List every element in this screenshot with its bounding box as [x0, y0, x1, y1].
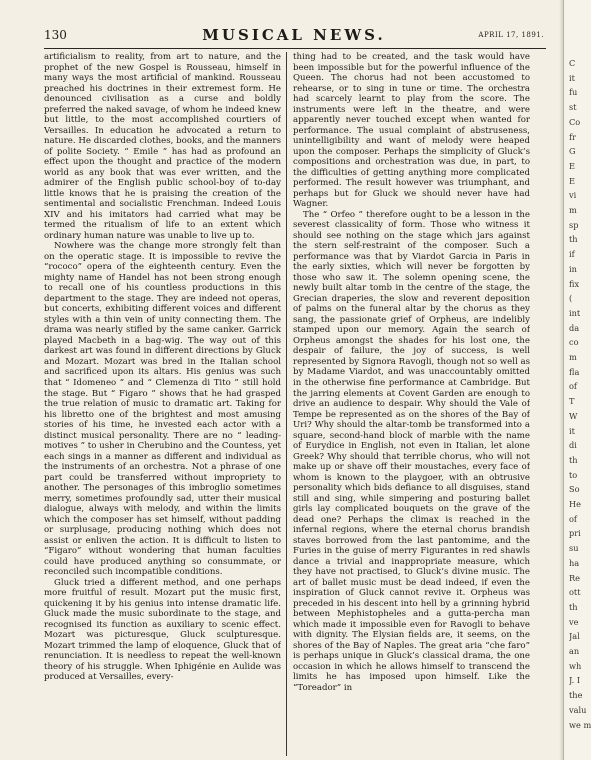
right-paragraph: The “ Orfeo ” therefore ought to be a lesson in the severest classicality of form. Those who witness it should see nothing on the stage which jars against the stern self-restraint of the composer. Such a performance was that by Viardot Garcia in Paris in the early sixties, which will never be forgotten by those who saw it. The solemn opening scene, the newly built altar tomb in the centre of the stage, the Grecian draperies, the slow and reverent deposition of palms on the funeral altar by the chorus as they sang, the passionate grief of Orpheus, are indelibly stamped upon our memory. Again the search of Orpheus amongst the shades for his lost one, the despair of failure, the joy of success, is well represented by Signora Ravogli, though not so well as by Madame Viardot, and was unaccountably omitted in the otherwise fine performance at Cambridge. But the jarring elements at Covent Garden are enough to drive an audience to despair. Why should the Vale of Tempe be represented as on the shores of the Bay of Uri? Why should the altar-tomb be transformed into a square, second-hand block of marble with the name of Eurydice in English, not even in Italian, let alone Greek? Why should that terrible chorus, who will not make up or shave off their moustaches, every face of whom is known to the playgoer, with an obtrusive personality which bids defiance to all disguises, stand still and sing, while simpering and posturing ballet girls lay complicated bouquets on the grave of the dead one? Perhaps the climax is reached in the infernal regions, where the eternal chorus brandish staves borrowed from the last pantomime, and the Furies in the guise of merry Figurantes in red shawls dance a trivial and inappropriate measure, which they have not practised, to Gluck’s divine music. The art of ballet music must be dead indeed, if even the inspiration of Gluck cannot revive it. Orpheus was preceded in his descent into hell by a grinning hybrid between Mephistopheles and a gutta-percha man which made it impossible even for Ravogli to behave with dignity. The Elysian fields are, it seems, on the shores of the Bay of Naples. The great aria “che faro” is perhaps unique in Gluck’s classical drama, the one occasion in which he allows himself to transcend the limits he has imposed upon himself. Like the “Toreador” in — [293, 209, 530, 693]
page-number: 130 — [44, 28, 67, 42]
margin-fragment: fu — [569, 87, 578, 98]
left-paragraph: artificialism to reality, from art to nature, and the prophet of the new Gospel is Rousseau, himself in many ways the most artificial of mankind. Rousseau preached his doctrines in their extremest form. He denounced civilisation as a curse and boldly preferred the naked savage, of whom he indeed knew but little, to the most accomplished courtiers of Versailles. In education he advocated a return to nature. He discarded clothes, books, and the manners of polite Society. “ Emile ” has had as profound an effect upon the thought and practice of the modern world as any book that was ever written, and the admirer of the English public school-boy of to-day little knows that he is praising the creation of the sentimental and socialistic Frenchman. Indeed Louis XIV and his imitators had carried what may be termed the ritualism of life to an extent which ordinary human nature was unable to live up to. — [44, 52, 281, 241]
margin-fragment: Re — [569, 572, 581, 583]
margin-fragment: co — [569, 337, 579, 348]
margin-fragment: pri — [569, 528, 581, 539]
margin-fragment: T — [569, 396, 575, 407]
margin-fragment: E — [569, 160, 575, 171]
margin-fragment: the — [569, 690, 583, 701]
margin-fragment: sp — [569, 219, 579, 230]
margin-fragment: an — [569, 646, 580, 656]
margin-fragment: W — [569, 410, 578, 421]
margin-fragment: of — [569, 513, 577, 524]
header-rule — [44, 48, 546, 49]
margin-fragment: of — [569, 381, 577, 392]
margin-fragment: E — [569, 175, 575, 186]
margin-fragment: ott — [569, 587, 581, 598]
margin-fragment: wh — [569, 660, 582, 671]
margin-fragment: fr — [569, 131, 576, 142]
margin-fragment: Jal — [569, 631, 580, 642]
margin-fragment: st — [569, 102, 577, 113]
left-column — [44, 52, 281, 757]
margin-fragment: m — [569, 205, 577, 215]
margin-fragment: J. I — [569, 675, 581, 686]
margin-fragment: if — [569, 249, 575, 260]
left-paragraph: Gluck tried a different method, and one perhaps more fruitful of result. Mozart put the music first, quickening it by his genius into intense dramatic life. Gluck made the music subordinate to the stage, and recognised its function as auxiliary to scenic effect. Mozart was picturesque, Gluck sculpturesque. Mozart trimmed the lamp of eloquence, Gluck that of renunciation. It is needless to repeat the well-known theory of his struggle. When Iphigénie en Aulide was produced at Versailles, every- — [44, 577, 281, 683]
margin-fragment: it — [569, 72, 575, 83]
margin-fragment: So — [569, 484, 580, 495]
margin-fragment: fla — [569, 366, 580, 377]
page-header — [44, 28, 544, 48]
margin-fragment: ha — [569, 557, 580, 568]
margin-fragment: C — [569, 58, 576, 68]
margin-fragment: vi — [569, 190, 577, 201]
right-paragraph: thing had to be created, and the task would have been impossible but for the powerful influence of the Queen. The chorus had not been accustomed to rehearse, or to sing in tune or time. The orchestra had scarcely learnt to play from the score. The instruments were left in the theatre, and were apparently never touched except when wanted for performance. The usual complaint of abstruseness, unintelligibility and want of melody were heaped upon the composer. Perhaps the simplicity of Gluck’s compositions and orchestration was due, in part, to the difficulties of getting anything more complicated performed. The result however was triumphant, and perhaps but for Gluck we should never have had Wagner. — [293, 52, 530, 210]
column-divider — [286, 52, 287, 756]
left-paragraph: Nowhere was the change more strongly felt than on the operatic stage. It is impossible to revive the “rococo” opera of the eighteenth century. Even the mighty name of Handel has not been strong enough to recall one of his countless productions in this department to the stage. They are indeed not operas, but concerts, exhibiting different voices and different styles with a thin vein of unity connecting them. The drama was nearly stifled by the same canker. Garrick played Macbeth in a bag-wig. The way out of this darkest art was found in different directions by Gluck and Mozart. Mozart was bred in the Italian school and sacrificed upon its altars. His genius was such that “ Idomeneo ” and “ Clemenza di Tito ” still hold the stage. But “ Figaro ” shows that he had grasped the true relation of music to dramatic art. Taking for his libretto one of the brightest and most amusing stories of his time, he invested each actor with a distinct musical personality. There are no “ leading-motives ” to usher in Cherubino and the Countess, yet each sings in a manner as different and individual as the instruments of an orchestra. Not a phrase of one part could be transferred without impropriety to another. The personages of this imbroglio sometimes merry, sometimes profoundly sad, utter their musical dialogue, always with melody, and within the limits which the composer has set himself, without padding or surplusage, producing nothing which does not assist or enliven the action. It is difficult to listen to “Figaro” without wondering that human faculties could have produced anything so consummate, or reconciled such incompatible conditions. — [44, 241, 281, 578]
margin-fragment: G — [569, 146, 576, 157]
margin-fragment: ( — [569, 293, 573, 304]
margin-fragment: da — [569, 322, 580, 333]
margin-fragment: in — [569, 263, 577, 274]
margin-fragment: di — [569, 440, 577, 451]
right-column — [293, 52, 530, 757]
margin-fragment: fix — [569, 278, 580, 289]
journal-title: MUSICAL NEWS. — [202, 26, 386, 44]
margin-fragment: m — [569, 352, 577, 362]
adjacent-page-margin — [563, 0, 591, 760]
margin-fragment: we m — [569, 719, 591, 730]
margin-fragment: th — [569, 454, 578, 465]
margin-fragment: int — [569, 307, 581, 318]
margin-fragment: it — [569, 425, 575, 436]
margin-fragment: ve — [569, 616, 579, 627]
margin-fragment: su — [569, 543, 579, 554]
margin-fragment: Co — [569, 116, 581, 127]
margin-fragment: He — [569, 499, 581, 509]
margin-fragment: th — [569, 601, 578, 612]
margin-fragment: valu — [569, 704, 587, 715]
margin-fragment: to — [569, 469, 578, 480]
margin-fragment: th — [569, 234, 578, 245]
issue-date: APRIL 17, 1891. — [478, 31, 544, 39]
